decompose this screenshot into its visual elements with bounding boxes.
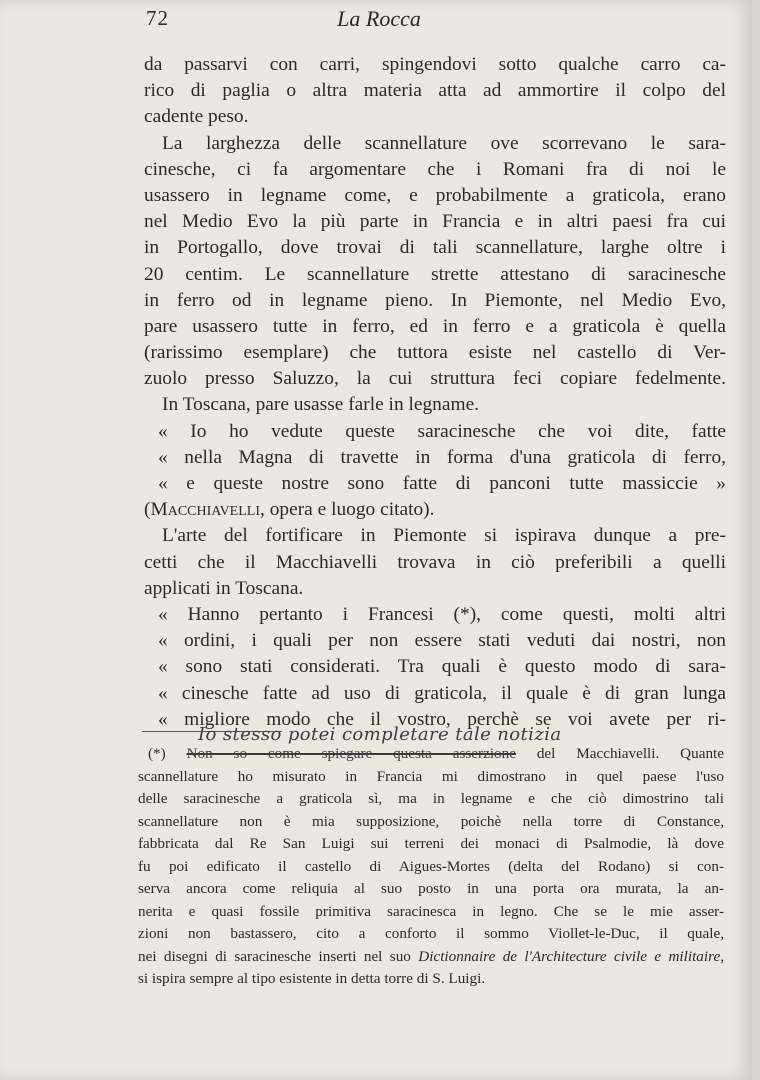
text-line: usassero in legname come, e probabilmente a graticola, erano [144, 184, 726, 206]
text-line: nel Medio Evo la più parte in Francia e in altri paesi fra cui [144, 211, 726, 233]
footnote-line: si ispira sempre al tipo esistente in detta torre di S. Luigi. [138, 970, 486, 987]
quote-line: « sono stati considerati. Tra quali è questo modo di sara- [158, 656, 726, 678]
footnote-line: zioni non bastassero, cito a conforto il sommo Viollet-le-Duc, il quale, [138, 925, 724, 942]
quote-line: « cinesche fatte ad uso di graticola, il quale è di gran lunga [158, 682, 726, 704]
footnote-line: fu poi edificato il castello di Aigues-Mortes (delta del Rodano) si con- [138, 857, 724, 875]
text-line: applicati in Toscana. [144, 577, 304, 599]
text-line: In Toscana, pare usasse farle in legname. [162, 394, 480, 416]
quote-line: « migliore modo che il vostro, perchè se voi avete per ri- [158, 708, 726, 730]
footnote-line: scannellature non è mia supposizione, poichè nella torre di Constance, [138, 812, 724, 830]
footnote-line: delle saracinesche a graticola sì, ma in legname e che ciò dimostrino tali [138, 790, 724, 807]
footnote-block [138, 743, 724, 991]
text-line: cetti che il Macchiavelli trovava in ciò preferibili a quelli [144, 551, 726, 573]
struck-out-text: Non so come spiegare questa asserzione [186, 745, 516, 762]
footnote-line: fabbricata dal Re San Luigi sui terreni dei monaci di Psalmodie, là dove [138, 835, 724, 852]
text-line: pare usassero tutte in ferro, ed in ferro e a graticola è quella [144, 315, 726, 337]
footnote-line: scannellature ho misurato in Francia mi dimostrano in quel paese l'uso [138, 767, 724, 785]
quote-line: « ordini, i quali per non essere stati veduti dai nostri, non [158, 630, 726, 652]
text-line: in Portogallo, dove trovai di tali scannellature, larghe oltre i [144, 237, 726, 259]
text-line: rico di paglia o altra materia atta ad ammortire il colpo del [144, 80, 726, 102]
text-line: zuolo presso Saluzzo, la cui struttura feci copiare fedelmente. [144, 368, 726, 390]
citation-rest: , opera e luogo citato). [260, 499, 435, 521]
text-line: La larghezza delle scannellature ove scorrevano le sara- [162, 132, 726, 154]
handwritten-annotation: Io stesso potei completare tale notizia [198, 724, 562, 745]
quote-line: « e queste nostre sono fatte di panconi tutte massiccie » [158, 473, 726, 494]
text-line: L'arte del fortificare in Piemonte si ispirava dunque a pre- [162, 525, 726, 547]
citation-line [144, 497, 726, 523]
page-header [0, 4, 752, 34]
text-line: cadente peso. [144, 106, 249, 128]
running-title: La Rocca [337, 6, 421, 31]
book-title: Dictionnaire de l'Architecture civile e militaire, [418, 947, 724, 965]
page-number: 72 [146, 6, 169, 30]
quote-line: « Hanno pertanto i Francesi (*), come questi, molti altri [158, 603, 726, 625]
footnote-text: nei disegni di saracinesche inserti nel suo [138, 947, 411, 965]
footnote-line [138, 743, 724, 766]
text-line: in ferro od in legname pieno. In Piemonte, nel Medio Evo, [144, 289, 726, 311]
footnote-line: nerita e quasi fossile primitiva saracinesca in legno. Che se le mie asser- [138, 902, 724, 920]
text-line: 20 centim. Le scannellature strette attestano di saracinesche [144, 263, 726, 285]
footnote-text: del Macchiavelli. Quante [536, 745, 724, 762]
text-line: da passarvi con carri, spingendovi sotto qualche carro ca- [144, 54, 726, 75]
text-line: (rarissimo esemplare) che tuttora esiste nel castello di Ver- [144, 342, 726, 364]
citation-author: Macchiavelli [150, 499, 261, 521]
main-text [144, 52, 726, 733]
footnote-line [138, 946, 724, 969]
text-line: cinesche, ci fa argomentare che i Romani fra di noi le [144, 158, 726, 180]
footnote-marker: (*) [148, 745, 166, 762]
footnote-line: serva ancora come reliquia al suo posto in una porta ora murata, la an- [138, 880, 724, 897]
citation-open: ( [144, 499, 151, 521]
quote-line: « Io ho vedute queste saracinesche che voi dite, fatte [158, 420, 726, 442]
quote-line: « nella Magna di travette in forma d'una graticola di ferro, [158, 446, 726, 468]
